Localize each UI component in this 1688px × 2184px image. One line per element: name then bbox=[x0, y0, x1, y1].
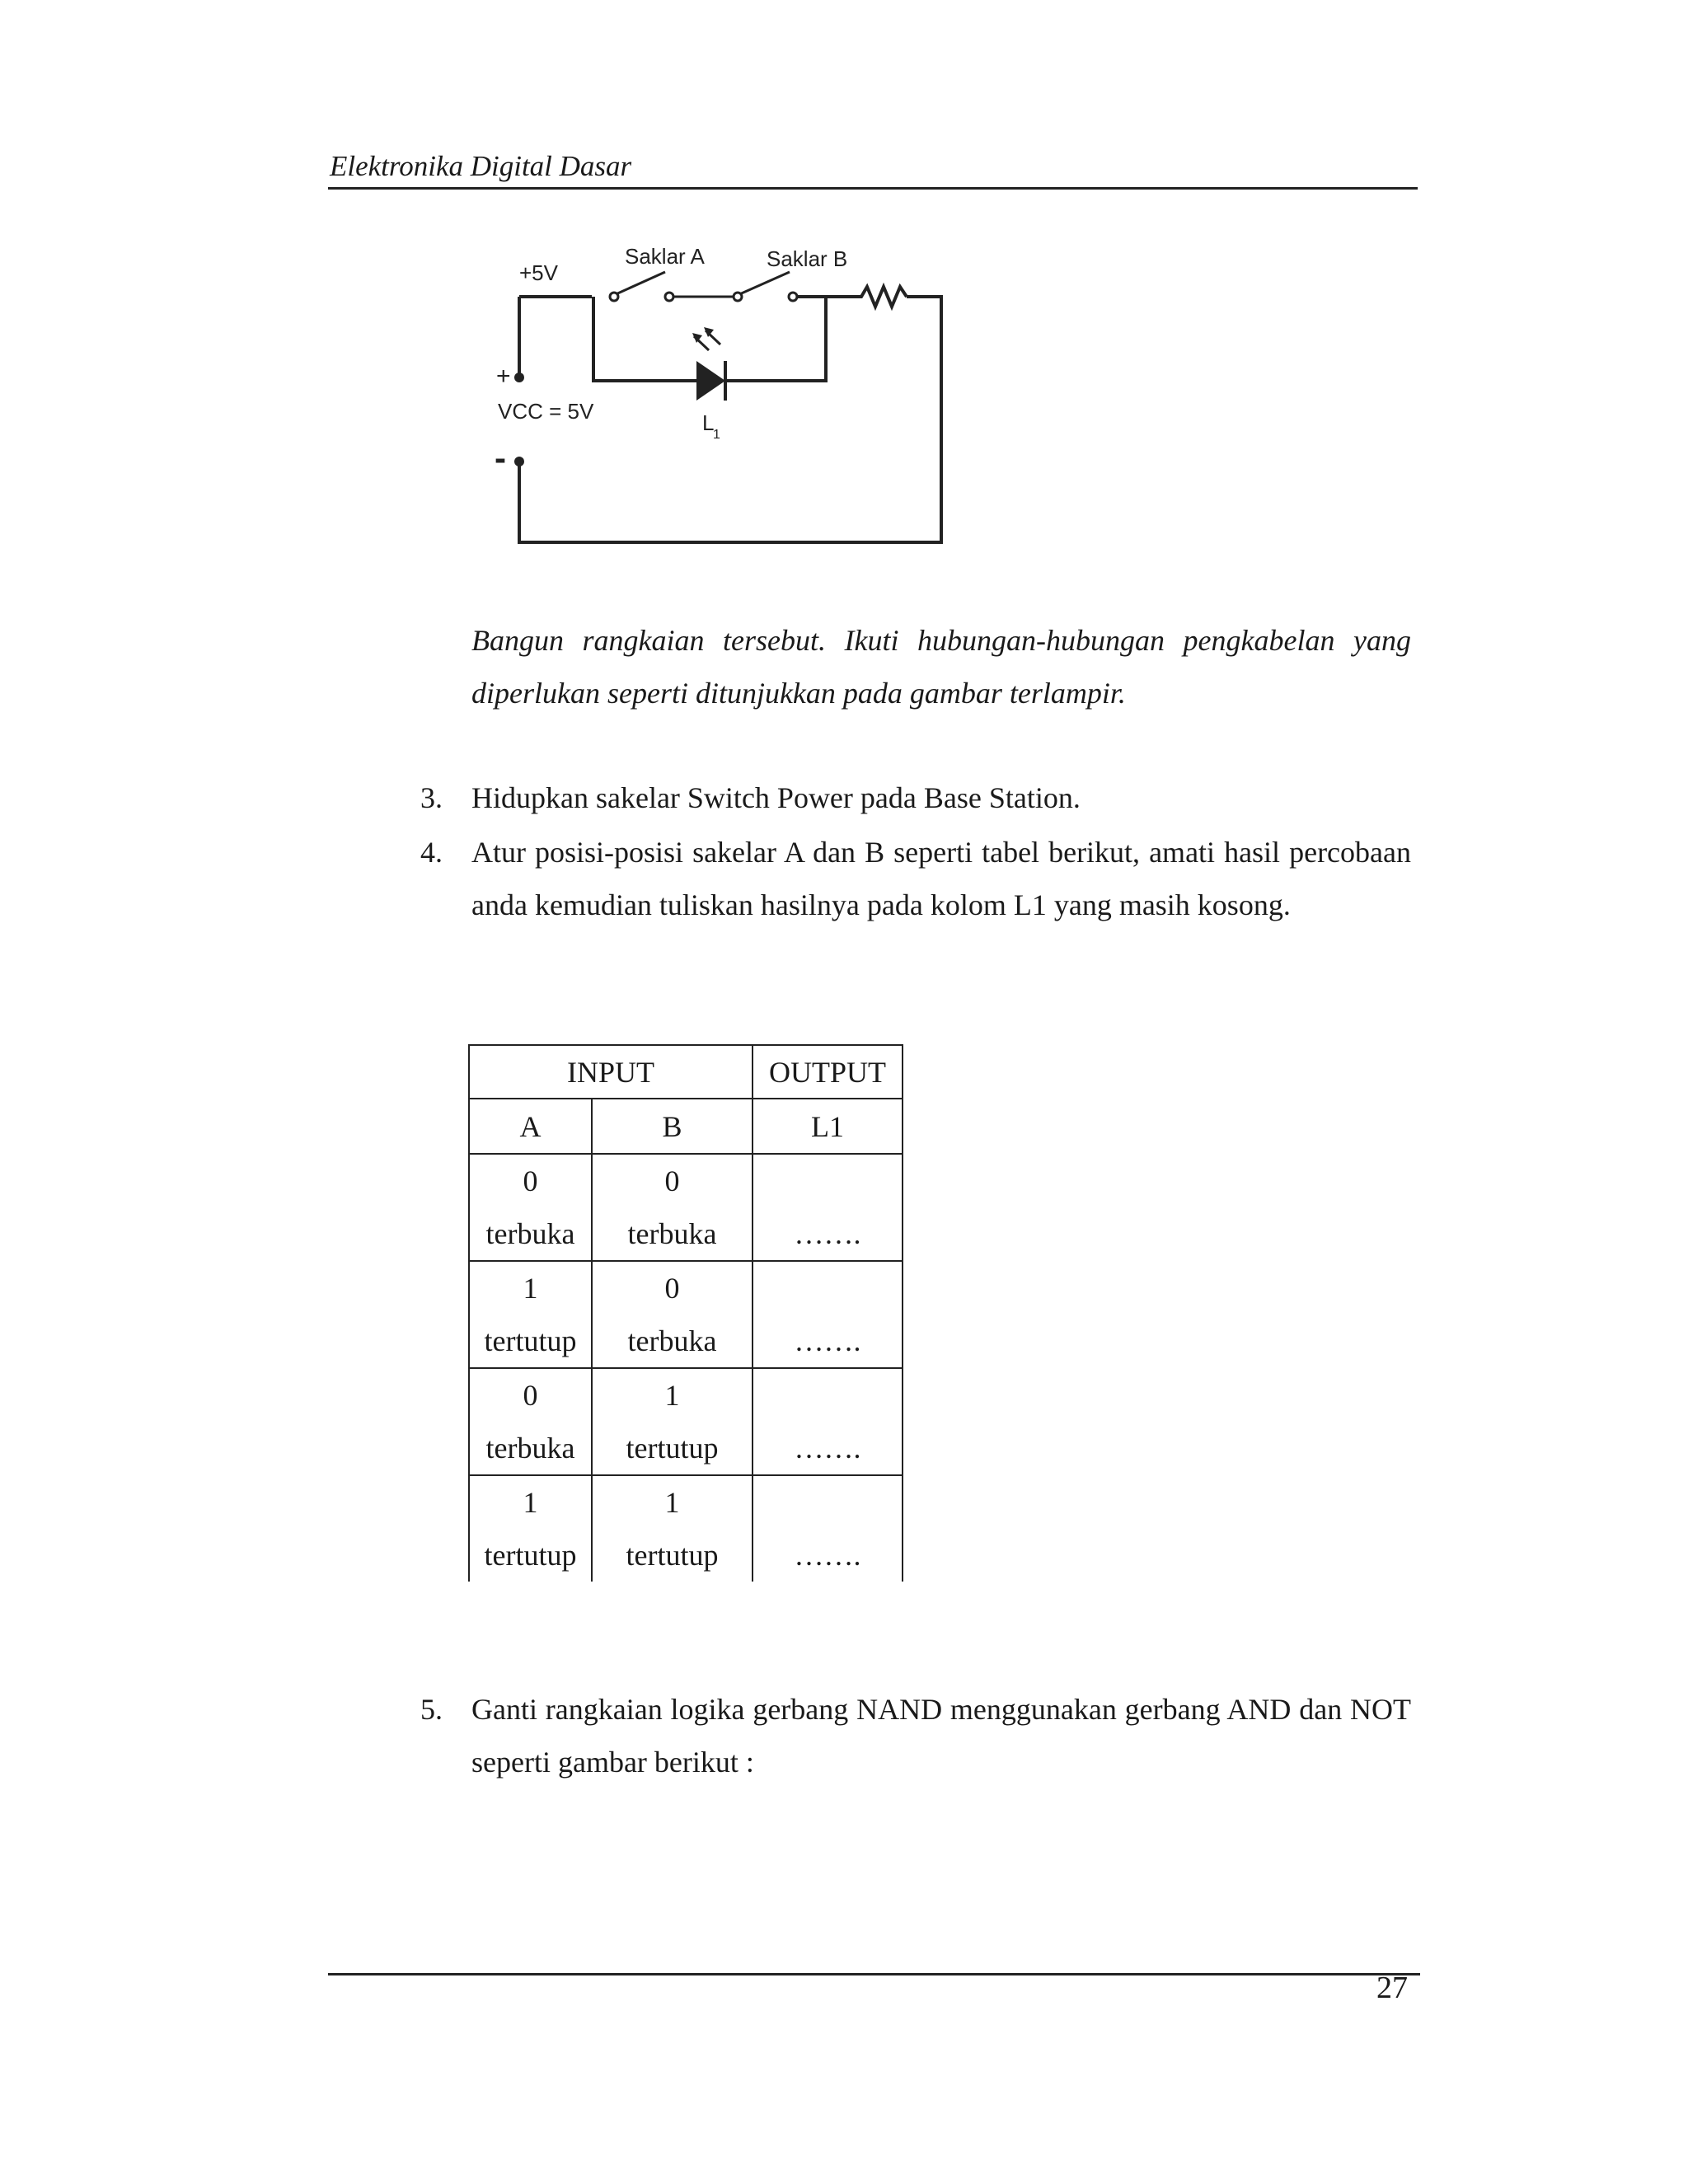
switch-a-label: Saklar A bbox=[625, 244, 705, 269]
switch-b-blade bbox=[738, 272, 790, 295]
cell-a: 1 tertutup bbox=[469, 1475, 592, 1582]
page-number: 27 bbox=[1376, 1971, 1408, 2005]
switch-b-label: Saklar B bbox=[767, 246, 848, 271]
step-text: Ganti rangkaian logika gerbang NAND menggunakan gerbang AND dan NOT seperti gambar berikut : bbox=[471, 1693, 1433, 1779]
led-label-subscript: 1 bbox=[713, 428, 720, 442]
column-header-l1: L1 bbox=[753, 1099, 903, 1154]
step-item bbox=[420, 771, 1411, 824]
plus-terminal-label: + bbox=[496, 363, 511, 390]
input-header: INPUT bbox=[469, 1045, 753, 1099]
step-item bbox=[420, 826, 1411, 931]
column-header-a: A bbox=[469, 1099, 592, 1154]
vcc-label: VCC = 5V bbox=[498, 399, 594, 424]
cell-b: 1 tertutup bbox=[592, 1368, 753, 1475]
cell-l1: ……. bbox=[753, 1154, 903, 1261]
minus-terminal-label: - bbox=[495, 438, 506, 477]
step-number: 3. bbox=[420, 781, 443, 814]
switch-b-contact-2 bbox=[789, 293, 797, 301]
running-header: Elektronika Digital Dasar bbox=[330, 150, 632, 182]
wire-led-loop-right bbox=[725, 297, 826, 381]
cell-l1: ……. bbox=[753, 1368, 903, 1475]
column-header-b: B bbox=[592, 1099, 753, 1154]
led-symbol bbox=[696, 361, 725, 401]
circuit-diagram bbox=[486, 239, 964, 552]
terminal-minus bbox=[514, 457, 524, 466]
led-label: L bbox=[702, 410, 715, 435]
step-text: Hidupkan sakelar Switch Power pada Base Station. bbox=[471, 781, 1081, 814]
switch-b-contact-1 bbox=[734, 293, 742, 301]
cell-l1: ……. bbox=[753, 1261, 903, 1368]
switch-a-contact-1 bbox=[610, 293, 618, 301]
step-number: 4. bbox=[420, 836, 443, 869]
step-number: 5. bbox=[420, 1693, 443, 1726]
wire-led-loop bbox=[593, 297, 696, 381]
header-divider bbox=[328, 187, 1418, 190]
step-text: Atur posisi-posisi sakelar A dan B seperti tabel berikut, amati hasil percobaan anda kemudian tuliskan hasilnya pada kolom L1 yang masih kosong. bbox=[471, 836, 1411, 921]
cell-a: 0 terbuka bbox=[469, 1368, 592, 1475]
resistor-symbol bbox=[824, 287, 907, 307]
cell-l1: ……. bbox=[753, 1475, 903, 1582]
table-row bbox=[469, 1368, 903, 1475]
truth-table bbox=[468, 1044, 903, 1582]
supply-label: +5V bbox=[519, 260, 558, 285]
cell-a: 0 terbuka bbox=[469, 1154, 592, 1261]
cell-b: 1 tertutup bbox=[592, 1475, 753, 1582]
output-header: OUTPUT bbox=[753, 1045, 903, 1099]
step-item bbox=[420, 1683, 1433, 1788]
steps-list bbox=[420, 771, 1411, 931]
cell-b: 0 terbuka bbox=[592, 1261, 753, 1368]
switch-a-blade bbox=[614, 272, 665, 295]
table-row bbox=[469, 1261, 903, 1368]
switch-a-contact-2 bbox=[665, 293, 673, 301]
cell-a: 1 tertutup bbox=[469, 1261, 592, 1368]
terminal-plus bbox=[514, 373, 524, 382]
footer-divider bbox=[328, 1973, 1420, 1975]
cell-b: 0 terbuka bbox=[592, 1154, 753, 1261]
instruction-paragraph: Bangun rangkaian tersebut. Ikuti hubungan-hubungan pengkabelan yang diperlukan seperti ditunjukkan pada gambar terlampir. bbox=[471, 624, 1411, 710]
table-row bbox=[469, 1475, 903, 1582]
steps-list-continued bbox=[420, 1683, 1433, 1788]
table-row bbox=[469, 1154, 903, 1261]
